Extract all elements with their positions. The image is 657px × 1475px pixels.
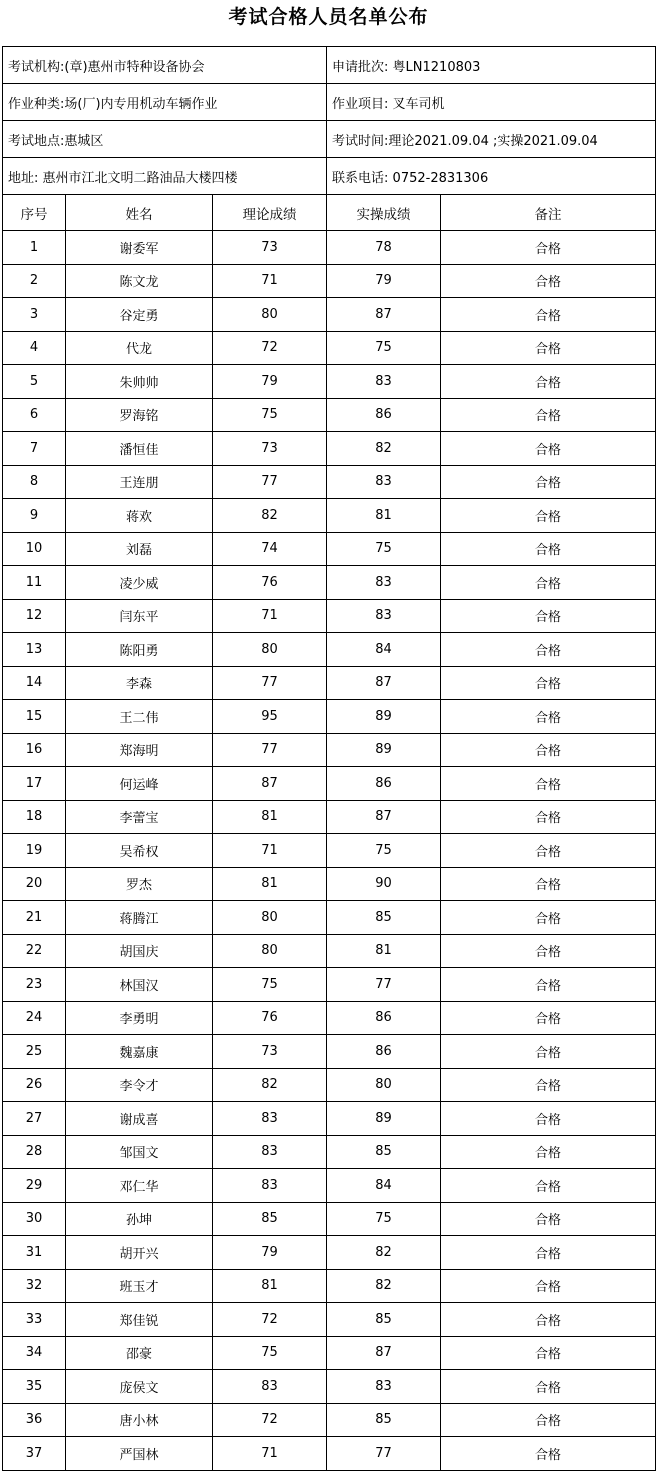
cell-theory-score: 79	[213, 365, 327, 399]
cell-index: 10	[3, 532, 66, 566]
table-row	[3, 298, 656, 332]
header-theory-score: 理论成绩	[213, 195, 327, 231]
table-row	[3, 968, 656, 1002]
info-row	[3, 121, 656, 158]
cell-index: 12	[3, 599, 66, 633]
cell-name: 朱帅帅	[66, 365, 213, 399]
cell-name: 胡国庆	[66, 934, 213, 968]
cell-theory-score: 71	[213, 264, 327, 298]
project-cell: 作业项目: 叉车司机	[327, 84, 656, 121]
table-row	[3, 834, 656, 868]
cell-remark: 合格	[441, 1403, 656, 1437]
cell-index: 28	[3, 1135, 66, 1169]
cell-theory-score: 71	[213, 599, 327, 633]
cell-theory-score: 79	[213, 1236, 327, 1270]
table-row	[3, 1336, 656, 1370]
cell-index: 21	[3, 901, 66, 935]
phone-cell: 联系电话: 0752-2831306	[327, 158, 656, 195]
cell-remark: 合格	[441, 1437, 656, 1471]
cell-remark: 合格	[441, 1001, 656, 1035]
cell-name: 班玉才	[66, 1269, 213, 1303]
cell-name: 陈阳勇	[66, 633, 213, 667]
cell-index: 14	[3, 666, 66, 700]
cell-theory-score: 81	[213, 1269, 327, 1303]
cell-theory-score: 83	[213, 1169, 327, 1203]
cell-theory-score: 83	[213, 1370, 327, 1404]
cell-remark: 合格	[441, 499, 656, 533]
cell-index: 32	[3, 1269, 66, 1303]
cell-index: 23	[3, 968, 66, 1002]
cell-index: 7	[3, 432, 66, 466]
cell-practical-score: 84	[327, 1169, 441, 1203]
cell-practical-score: 77	[327, 968, 441, 1002]
cell-practical-score: 82	[327, 1236, 441, 1270]
cell-remark: 合格	[441, 968, 656, 1002]
cell-remark: 合格	[441, 1236, 656, 1270]
table-row	[3, 331, 656, 365]
cell-practical-score: 87	[327, 1336, 441, 1370]
cell-practical-score: 79	[327, 264, 441, 298]
cell-theory-score: 81	[213, 867, 327, 901]
cell-theory-score: 81	[213, 800, 327, 834]
cell-name: 吴希权	[66, 834, 213, 868]
cell-name: 潘恒佳	[66, 432, 213, 466]
cell-theory-score: 74	[213, 532, 327, 566]
cell-index: 8	[3, 465, 66, 499]
cell-index: 16	[3, 733, 66, 767]
cell-practical-score: 86	[327, 398, 441, 432]
cell-index: 2	[3, 264, 66, 298]
table-row	[3, 1035, 656, 1069]
cell-remark: 合格	[441, 1102, 656, 1136]
cell-index: 13	[3, 633, 66, 667]
location-cell: 考试地点:惠城区	[3, 121, 327, 158]
cell-name: 邓仁华	[66, 1169, 213, 1203]
cell-remark: 合格	[441, 599, 656, 633]
cell-remark: 合格	[441, 532, 656, 566]
cell-name: 李蕾宝	[66, 800, 213, 834]
cell-theory-score: 71	[213, 1437, 327, 1471]
info-row	[3, 158, 656, 195]
address-cell: 地址: 惠州市江北文明二路油品大楼四楼	[3, 158, 327, 195]
cell-name: 唐小林	[66, 1403, 213, 1437]
cell-index: 19	[3, 834, 66, 868]
table-row	[3, 1169, 656, 1203]
table-body	[3, 231, 656, 1471]
table-row	[3, 1068, 656, 1102]
cell-practical-score: 85	[327, 901, 441, 935]
header-index: 序号	[3, 195, 66, 231]
table-row	[3, 800, 656, 834]
cell-practical-score: 85	[327, 1403, 441, 1437]
cell-theory-score: 76	[213, 1001, 327, 1035]
info-row	[3, 84, 656, 121]
table-row	[3, 666, 656, 700]
header-practical-score: 实操成绩	[327, 195, 441, 231]
cell-practical-score: 89	[327, 1102, 441, 1136]
cell-name: 罗海铭	[66, 398, 213, 432]
cell-practical-score: 80	[327, 1068, 441, 1102]
cell-practical-score: 83	[327, 465, 441, 499]
cell-name: 谷定勇	[66, 298, 213, 332]
cell-name: 谢成喜	[66, 1102, 213, 1136]
cell-name: 邵豪	[66, 1336, 213, 1370]
cell-theory-score: 80	[213, 633, 327, 667]
table-row	[3, 1403, 656, 1437]
header-name: 姓名	[66, 195, 213, 231]
table-row	[3, 1135, 656, 1169]
cell-index: 25	[3, 1035, 66, 1069]
cell-theory-score: 71	[213, 834, 327, 868]
cell-theory-score: 76	[213, 566, 327, 600]
cell-name: 李勇明	[66, 1001, 213, 1035]
cell-practical-score: 86	[327, 767, 441, 801]
cell-index: 6	[3, 398, 66, 432]
cell-theory-score: 77	[213, 465, 327, 499]
table-row	[3, 1269, 656, 1303]
cell-theory-score: 83	[213, 1102, 327, 1136]
cell-practical-score: 90	[327, 867, 441, 901]
cell-remark: 合格	[441, 1370, 656, 1404]
cell-index: 17	[3, 767, 66, 801]
table-row	[3, 465, 656, 499]
cell-remark: 合格	[441, 901, 656, 935]
info-row	[3, 47, 656, 84]
cell-practical-score: 85	[327, 1135, 441, 1169]
table-row	[3, 398, 656, 432]
cell-index: 20	[3, 867, 66, 901]
table-row	[3, 901, 656, 935]
cell-theory-score: 95	[213, 700, 327, 734]
cell-practical-score: 89	[327, 700, 441, 734]
cell-index: 1	[3, 231, 66, 265]
exam-time-cell: 考试时间:理论2021.09.04 ;实操2021.09.04	[327, 121, 656, 158]
cell-theory-score: 82	[213, 1068, 327, 1102]
cell-theory-score: 80	[213, 901, 327, 935]
cell-practical-score: 75	[327, 532, 441, 566]
table-row	[3, 566, 656, 600]
cell-practical-score: 87	[327, 800, 441, 834]
cell-practical-score: 83	[327, 1370, 441, 1404]
cell-remark: 合格	[441, 1269, 656, 1303]
cell-theory-score: 72	[213, 331, 327, 365]
cell-theory-score: 87	[213, 767, 327, 801]
cell-practical-score: 83	[327, 566, 441, 600]
approval-cell: 申请批次: 粤LN1210803	[327, 47, 656, 84]
cell-name: 王二伟	[66, 700, 213, 734]
cell-name: 蒋欢	[66, 499, 213, 533]
cell-practical-score: 86	[327, 1001, 441, 1035]
cell-practical-score: 81	[327, 499, 441, 533]
cell-theory-score: 82	[213, 499, 327, 533]
cell-remark: 合格	[441, 1202, 656, 1236]
cell-remark: 合格	[441, 231, 656, 265]
cell-remark: 合格	[441, 1068, 656, 1102]
cell-practical-score: 83	[327, 365, 441, 399]
cell-practical-score: 81	[327, 934, 441, 968]
cell-name: 邹国文	[66, 1135, 213, 1169]
cell-name: 郑佳锐	[66, 1303, 213, 1337]
cell-remark: 合格	[441, 733, 656, 767]
table-row	[3, 1102, 656, 1136]
cell-remark: 合格	[441, 465, 656, 499]
cell-remark: 合格	[441, 633, 656, 667]
cell-name: 蒋腾江	[66, 901, 213, 935]
cell-practical-score: 75	[327, 1202, 441, 1236]
cell-remark: 合格	[441, 700, 656, 734]
cell-index: 26	[3, 1068, 66, 1102]
cell-theory-score: 77	[213, 666, 327, 700]
cell-index: 33	[3, 1303, 66, 1337]
cell-index: 31	[3, 1236, 66, 1270]
cell-name: 李令才	[66, 1068, 213, 1102]
cell-practical-score: 85	[327, 1303, 441, 1337]
table-row	[3, 499, 656, 533]
cell-name: 林国汉	[66, 968, 213, 1002]
table-row	[3, 532, 656, 566]
table-row	[3, 633, 656, 667]
table-row	[3, 264, 656, 298]
cell-remark: 合格	[441, 365, 656, 399]
cell-theory-score: 75	[213, 398, 327, 432]
table-row	[3, 1202, 656, 1236]
cell-index: 24	[3, 1001, 66, 1035]
cell-remark: 合格	[441, 1303, 656, 1337]
table-row	[3, 700, 656, 734]
table-row	[3, 733, 656, 767]
cell-remark: 合格	[441, 767, 656, 801]
cell-name: 代龙	[66, 331, 213, 365]
cell-practical-score: 89	[327, 733, 441, 767]
cell-name: 胡开兴	[66, 1236, 213, 1270]
table-row	[3, 432, 656, 466]
cell-practical-score: 82	[327, 432, 441, 466]
cell-name: 刘磊	[66, 532, 213, 566]
cell-theory-score: 73	[213, 432, 327, 466]
cell-index: 36	[3, 1403, 66, 1437]
cell-remark: 合格	[441, 398, 656, 432]
table-row	[3, 231, 656, 265]
cell-index: 11	[3, 566, 66, 600]
cell-remark: 合格	[441, 1169, 656, 1203]
cell-index: 5	[3, 365, 66, 399]
cell-practical-score: 87	[327, 298, 441, 332]
cell-remark: 合格	[441, 1035, 656, 1069]
cell-theory-score: 77	[213, 733, 327, 767]
cell-practical-score: 87	[327, 666, 441, 700]
cell-name: 凌少威	[66, 566, 213, 600]
cell-name: 谢委军	[66, 231, 213, 265]
cell-remark: 合格	[441, 566, 656, 600]
cell-remark: 合格	[441, 264, 656, 298]
cell-theory-score: 83	[213, 1135, 327, 1169]
cell-index: 22	[3, 934, 66, 968]
table-header-row	[3, 195, 656, 231]
table-row	[3, 867, 656, 901]
cell-practical-score: 86	[327, 1035, 441, 1069]
table-row	[3, 1303, 656, 1337]
cell-practical-score: 75	[327, 834, 441, 868]
table-row	[3, 1001, 656, 1035]
cell-index: 15	[3, 700, 66, 734]
category-cell: 作业种类:场(厂)内专用机动车辆作业	[3, 84, 327, 121]
cell-remark: 合格	[441, 298, 656, 332]
cell-name: 何运峰	[66, 767, 213, 801]
cell-name: 严国林	[66, 1437, 213, 1471]
cell-remark: 合格	[441, 1135, 656, 1169]
cell-remark: 合格	[441, 800, 656, 834]
cell-index: 30	[3, 1202, 66, 1236]
cell-remark: 合格	[441, 666, 656, 700]
cell-index: 34	[3, 1336, 66, 1370]
cell-theory-score: 73	[213, 1035, 327, 1069]
cell-index: 9	[3, 499, 66, 533]
cell-name: 罗杰	[66, 867, 213, 901]
cell-name: 孙坤	[66, 1202, 213, 1236]
cell-theory-score: 75	[213, 968, 327, 1002]
cell-remark: 合格	[441, 432, 656, 466]
cell-name: 庞侯文	[66, 1370, 213, 1404]
cell-index: 18	[3, 800, 66, 834]
table-row	[3, 767, 656, 801]
cell-name: 郑海明	[66, 733, 213, 767]
cell-index: 35	[3, 1370, 66, 1404]
table-row	[3, 599, 656, 633]
cell-practical-score: 77	[327, 1437, 441, 1471]
cell-practical-score: 75	[327, 331, 441, 365]
cell-index: 4	[3, 331, 66, 365]
table-row	[3, 1370, 656, 1404]
cell-theory-score: 80	[213, 298, 327, 332]
cell-theory-score: 72	[213, 1303, 327, 1337]
table-row	[3, 1437, 656, 1471]
cell-index: 27	[3, 1102, 66, 1136]
cell-index: 37	[3, 1437, 66, 1471]
cell-remark: 合格	[441, 934, 656, 968]
cell-remark: 合格	[441, 331, 656, 365]
cell-theory-score: 73	[213, 231, 327, 265]
cell-name: 陈文龙	[66, 264, 213, 298]
cell-name: 闫东平	[66, 599, 213, 633]
cell-remark: 合格	[441, 867, 656, 901]
cell-name: 魏嘉康	[66, 1035, 213, 1069]
cell-practical-score: 84	[327, 633, 441, 667]
cell-theory-score: 72	[213, 1403, 327, 1437]
cell-name: 李森	[66, 666, 213, 700]
table-row	[3, 934, 656, 968]
cell-practical-score: 78	[327, 231, 441, 265]
cell-theory-score: 80	[213, 934, 327, 968]
header-remark: 备注	[441, 195, 656, 231]
cell-practical-score: 83	[327, 599, 441, 633]
institution-cell: 考试机构:(章)惠州市特种设备协会	[3, 47, 327, 84]
cell-name: 王连朋	[66, 465, 213, 499]
cell-remark: 合格	[441, 834, 656, 868]
cell-index: 3	[3, 298, 66, 332]
table-row	[3, 365, 656, 399]
results-table	[2, 46, 656, 1471]
cell-theory-score: 75	[213, 1336, 327, 1370]
cell-theory-score: 85	[213, 1202, 327, 1236]
cell-index: 29	[3, 1169, 66, 1203]
cell-remark: 合格	[441, 1336, 656, 1370]
table-row	[3, 1236, 656, 1270]
page-title: 考试合格人员名单公布	[228, 6, 429, 28]
cell-practical-score: 82	[327, 1269, 441, 1303]
